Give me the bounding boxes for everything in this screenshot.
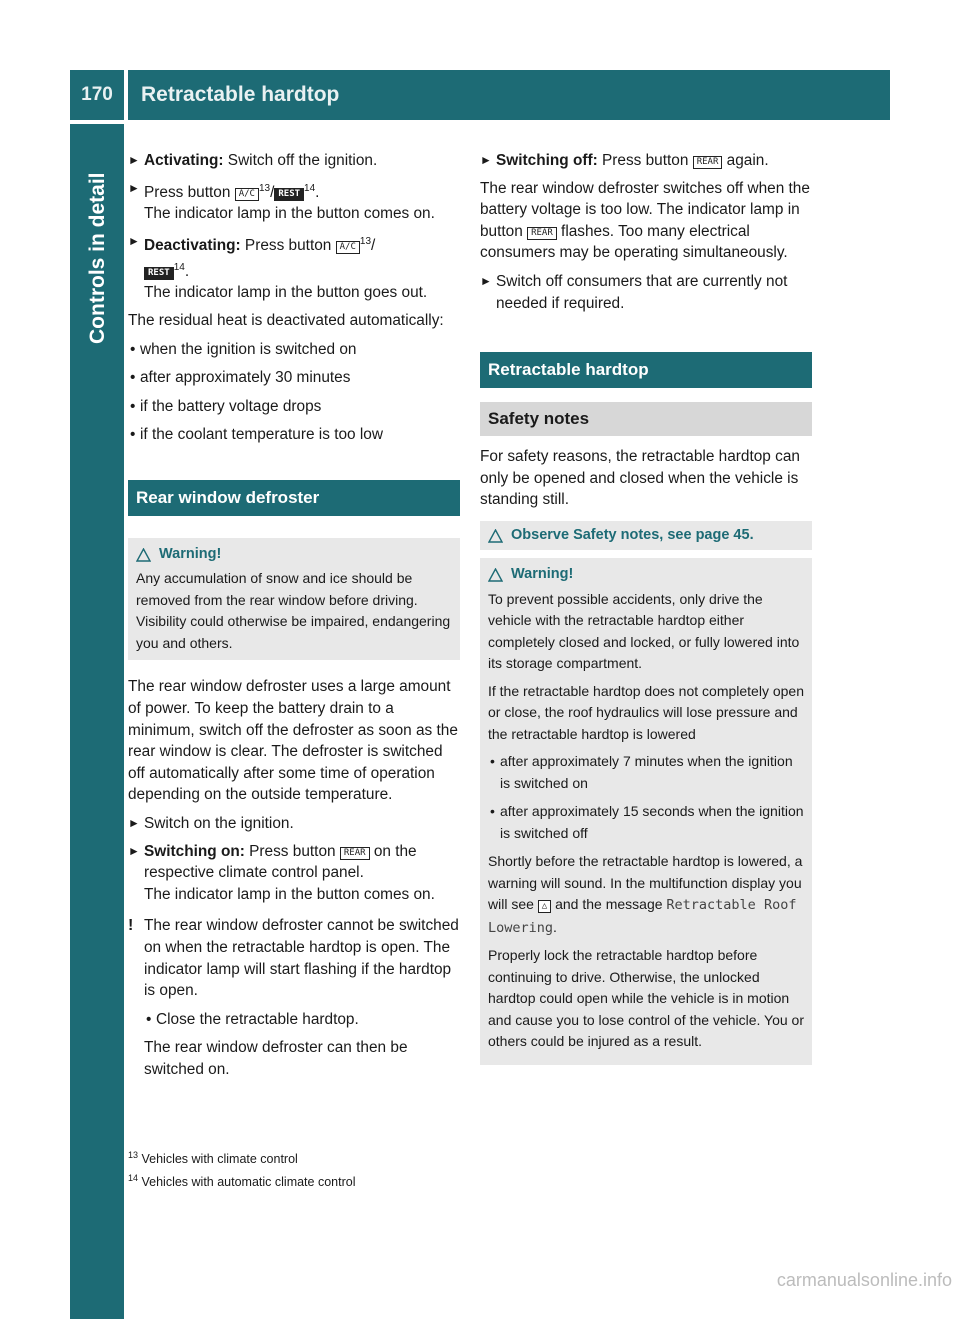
arrow-icon: ► — [128, 153, 140, 167]
activating-text: Switch off the ignition. — [223, 152, 378, 169]
rest-key-icon: REST — [274, 188, 304, 201]
footnote-ref-14: 14 — [304, 182, 316, 194]
observe-title — [488, 525, 804, 547]
deactivating-label: Deactivating: — [144, 237, 241, 255]
residual-list — [128, 339, 460, 446]
arrow-icon: ► — [480, 153, 492, 167]
step-switching-off — [480, 150, 812, 172]
footnote: $^{13}$ Vehicles with climate control — [128, 1150, 298, 1167]
list-item: • if the battery voltage drops — [128, 396, 460, 418]
switch-on-ignition-text: Switch on the ignition. — [144, 814, 294, 832]
bullet-icon: • — [130, 397, 136, 415]
list-item: • when the ignition is switched on — [128, 339, 460, 361]
step-activating — [128, 150, 460, 172]
warning-title — [488, 564, 804, 586]
step-switch-off-consumers — [480, 271, 812, 314]
indicator-on-text: The indicator lamp in the button comes on. — [144, 205, 435, 223]
list-item: • after approximately 7 minutes when the ignition is switched on — [490, 753, 793, 791]
step-deactivating — [128, 231, 460, 304]
footnote-ref-13: 13 — [258, 182, 271, 194]
footnote-ref-13: 13 — [359, 235, 372, 247]
safety-paragraph: For safety reasons, the retractable hardtop can only be opened and closed when the vehicle is standing still. — [480, 448, 800, 509]
note-after-text: The rear window defroster can then be switched on. — [144, 1039, 408, 1078]
step-press-button — [128, 178, 460, 225]
switching-on-text-2: on the respective climate control panel. — [144, 842, 417, 882]
switch-off-consumers-text: Switch off consumers that are currently not needed if required. — [496, 272, 788, 312]
note-block — [128, 915, 460, 1087]
arrow-icon: ► — [128, 815, 140, 830]
warning-p1: To prevent possible accidents, only drive the vehicle with the retractable hardtop either completely closed and locked, or fully lowered into its storage compartment. — [488, 590, 800, 672]
footnotes — [128, 1146, 488, 1192]
roof-lowering-symbol-icon: △ — [538, 900, 551, 913]
switching-off-label: Switching off: — [496, 152, 598, 169]
residual-intro: The residual heat is deactivated automatically: — [128, 311, 444, 329]
warning-p4: Properly lock the retractable hardtop before continuing to drive. Otherwise, the unlocked hardtop could open while the vehicle is in motion and cause you to lose control of the vehicle. You or others could be injured as a result. — [488, 947, 804, 1050]
warning-title-text: Warning! — [511, 566, 574, 583]
left-column — [128, 150, 460, 1088]
warning-list — [488, 751, 804, 844]
list-item: • after approximately 30 minutes — [128, 367, 460, 389]
arrow-icon: ► — [128, 843, 140, 858]
warning-triangle-icon — [136, 548, 151, 562]
indicator-on-text-2: The indicator lamp in the button comes on. — [144, 885, 435, 903]
bullet-icon: • — [130, 340, 136, 358]
display-message: Retractable Roof Lowering — [488, 897, 797, 936]
switching-off-text-2: again. — [722, 152, 769, 169]
warning-triangle-icon — [488, 529, 503, 543]
page-number: 170 — [70, 70, 124, 120]
warning-triangle-icon — [488, 568, 503, 582]
warning-box-hardtop — [480, 558, 812, 1065]
section-retractable-hardtop: Retractable hardtop — [480, 352, 812, 388]
note-exclamation-icon: ! — [128, 917, 134, 935]
arrow-icon: ► — [128, 233, 140, 248]
step-switching-on — [128, 841, 460, 906]
deactivating-text: Press button — [240, 237, 336, 255]
step-switch-on-ignition — [128, 813, 460, 835]
ac-rest-key-icon: A/C — [235, 188, 259, 201]
rear-defroster-paragraph: The rear window defroster uses a large amount of power. To keep the battery drain to a minimum, switch off the defroster as soon as the rear window is clear. The defroster is switched off automatically after some time of operation depending on the outside temperature. — [128, 678, 458, 804]
arrow-icon: ► — [128, 180, 140, 195]
bullet-icon: • — [130, 426, 136, 444]
battery-paragraph: The rear window defroster switches off when the battery voltage is too low. The indicator lamp in button REAR flashes. Too many electrical consumers may be operating simultaneously. — [480, 179, 810, 262]
slash: / — [270, 183, 275, 201]
list-item: • after approximately 15 seconds when the ignition is switched off — [490, 803, 804, 841]
bullet-icon: • — [490, 753, 495, 770]
warning-p2: If the retractable hardtop does not completely open or close, the roof hydraulics will lose pressure and the retractable hardtop is lowered — [488, 682, 804, 742]
arrow-icon: ► — [480, 273, 492, 288]
period: . — [315, 183, 320, 201]
right-column — [480, 150, 812, 1081]
watermark: carmanualsonline.info — [776, 1270, 952, 1290]
rest-key-icon: REST — [144, 267, 174, 280]
warning-text: Any accumulation of snow and ice should be removed from the rear window before driving. Visibility could otherwise be impaired, endangering you and others. — [136, 570, 451, 651]
observe-text: Observe Safety notes, see page 45. — [511, 526, 754, 543]
period: . — [184, 262, 190, 280]
ac-rest-key-icon: A/C — [336, 241, 360, 254]
bullet-icon: • — [490, 803, 495, 820]
warning-p3: Shortly before the retractable hardtop is lowered, a warning will sound. In the multifunction display you will see △ and the message Retractable Roof Lowering. — [488, 853, 803, 936]
warning-box — [128, 538, 460, 661]
footnote-ref-14: 14 — [173, 261, 185, 273]
bullet-icon: • — [146, 1010, 152, 1028]
warning-title-text: Warning! — [159, 545, 222, 562]
rear-defrost-key-icon: REAR — [527, 227, 557, 240]
bullet-icon: • — [130, 369, 136, 387]
slash: / — [371, 237, 376, 255]
warning-title — [136, 544, 452, 566]
switching-on-label: Switching on: — [144, 842, 245, 860]
indicator-out-text: The indicator lamp in the button goes out. — [144, 284, 428, 302]
note-bullet: • Close the retractable hardtop. — [144, 1009, 460, 1031]
switching-on-text: Press button — [244, 842, 340, 860]
footnote: $^{14}$ Vehicles with automatic climate control — [128, 1173, 356, 1190]
section-rear-window-defroster: Rear window defroster — [128, 480, 460, 516]
side-label: Controls in detail — [86, 172, 109, 344]
observe-box — [480, 521, 812, 551]
subsection-safety-notes: Safety notes — [480, 402, 812, 436]
press-button-text: Press button — [144, 183, 235, 201]
list-item: • if the coolant temperature is too low — [128, 424, 460, 446]
rear-defrost-key-icon: REAR — [693, 156, 723, 169]
activating-label: Activating: — [144, 152, 224, 169]
switching-off-text: Press button — [597, 152, 693, 169]
page-title: Retractable hardtop — [128, 70, 890, 120]
rear-defrost-key-icon: REAR — [340, 847, 370, 860]
note-text: The rear window defroster cannot be switched on when the retractable hardtop is open. The indicator lamp will start flashing if the hardtop is open. — [144, 917, 459, 1000]
